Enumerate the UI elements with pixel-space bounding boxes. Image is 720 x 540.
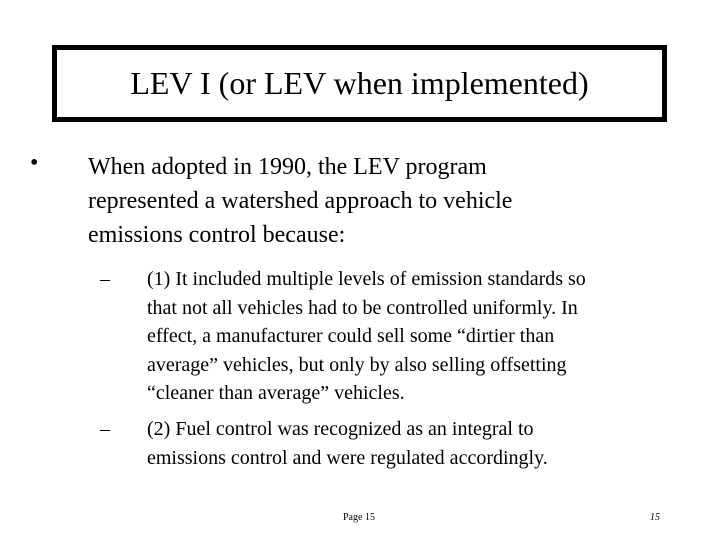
slide-number: 15 — [650, 512, 660, 523]
bullet-line: When adopted in 1990, the LEV program — [88, 154, 487, 180]
subitem-line: average” vehicles, but only by also selling offsetting — [147, 353, 567, 376]
subitem-marker: – — [100, 268, 110, 290]
subitem-line: “cleaner than average” vehicles. — [147, 382, 405, 404]
subitem-line: (1) It included multiple levels of emission standards so — [147, 268, 586, 290]
bullet-marker: • — [30, 150, 39, 176]
subitem-line: that not all vehicles had to be controlled uniformly. In — [147, 296, 578, 319]
page-label: Page 15 — [343, 512, 375, 523]
bullet-line: emissions control because: — [88, 222, 346, 248]
bullet-line: represented a watershed approach to vehicle — [88, 188, 513, 214]
subitem-line: (2) Fuel control was recognized as an integral to — [147, 418, 534, 440]
subitem-line: emissions control and were regulated accordingly. — [147, 446, 548, 469]
slide-title — [52, 45, 667, 122]
subitem-line: effect, a manufacturer could sell some “dirtier than — [147, 325, 555, 347]
subitem-marker: – — [100, 418, 110, 440]
title-text: LEV I (or LEV when implemented) — [130, 65, 589, 101]
